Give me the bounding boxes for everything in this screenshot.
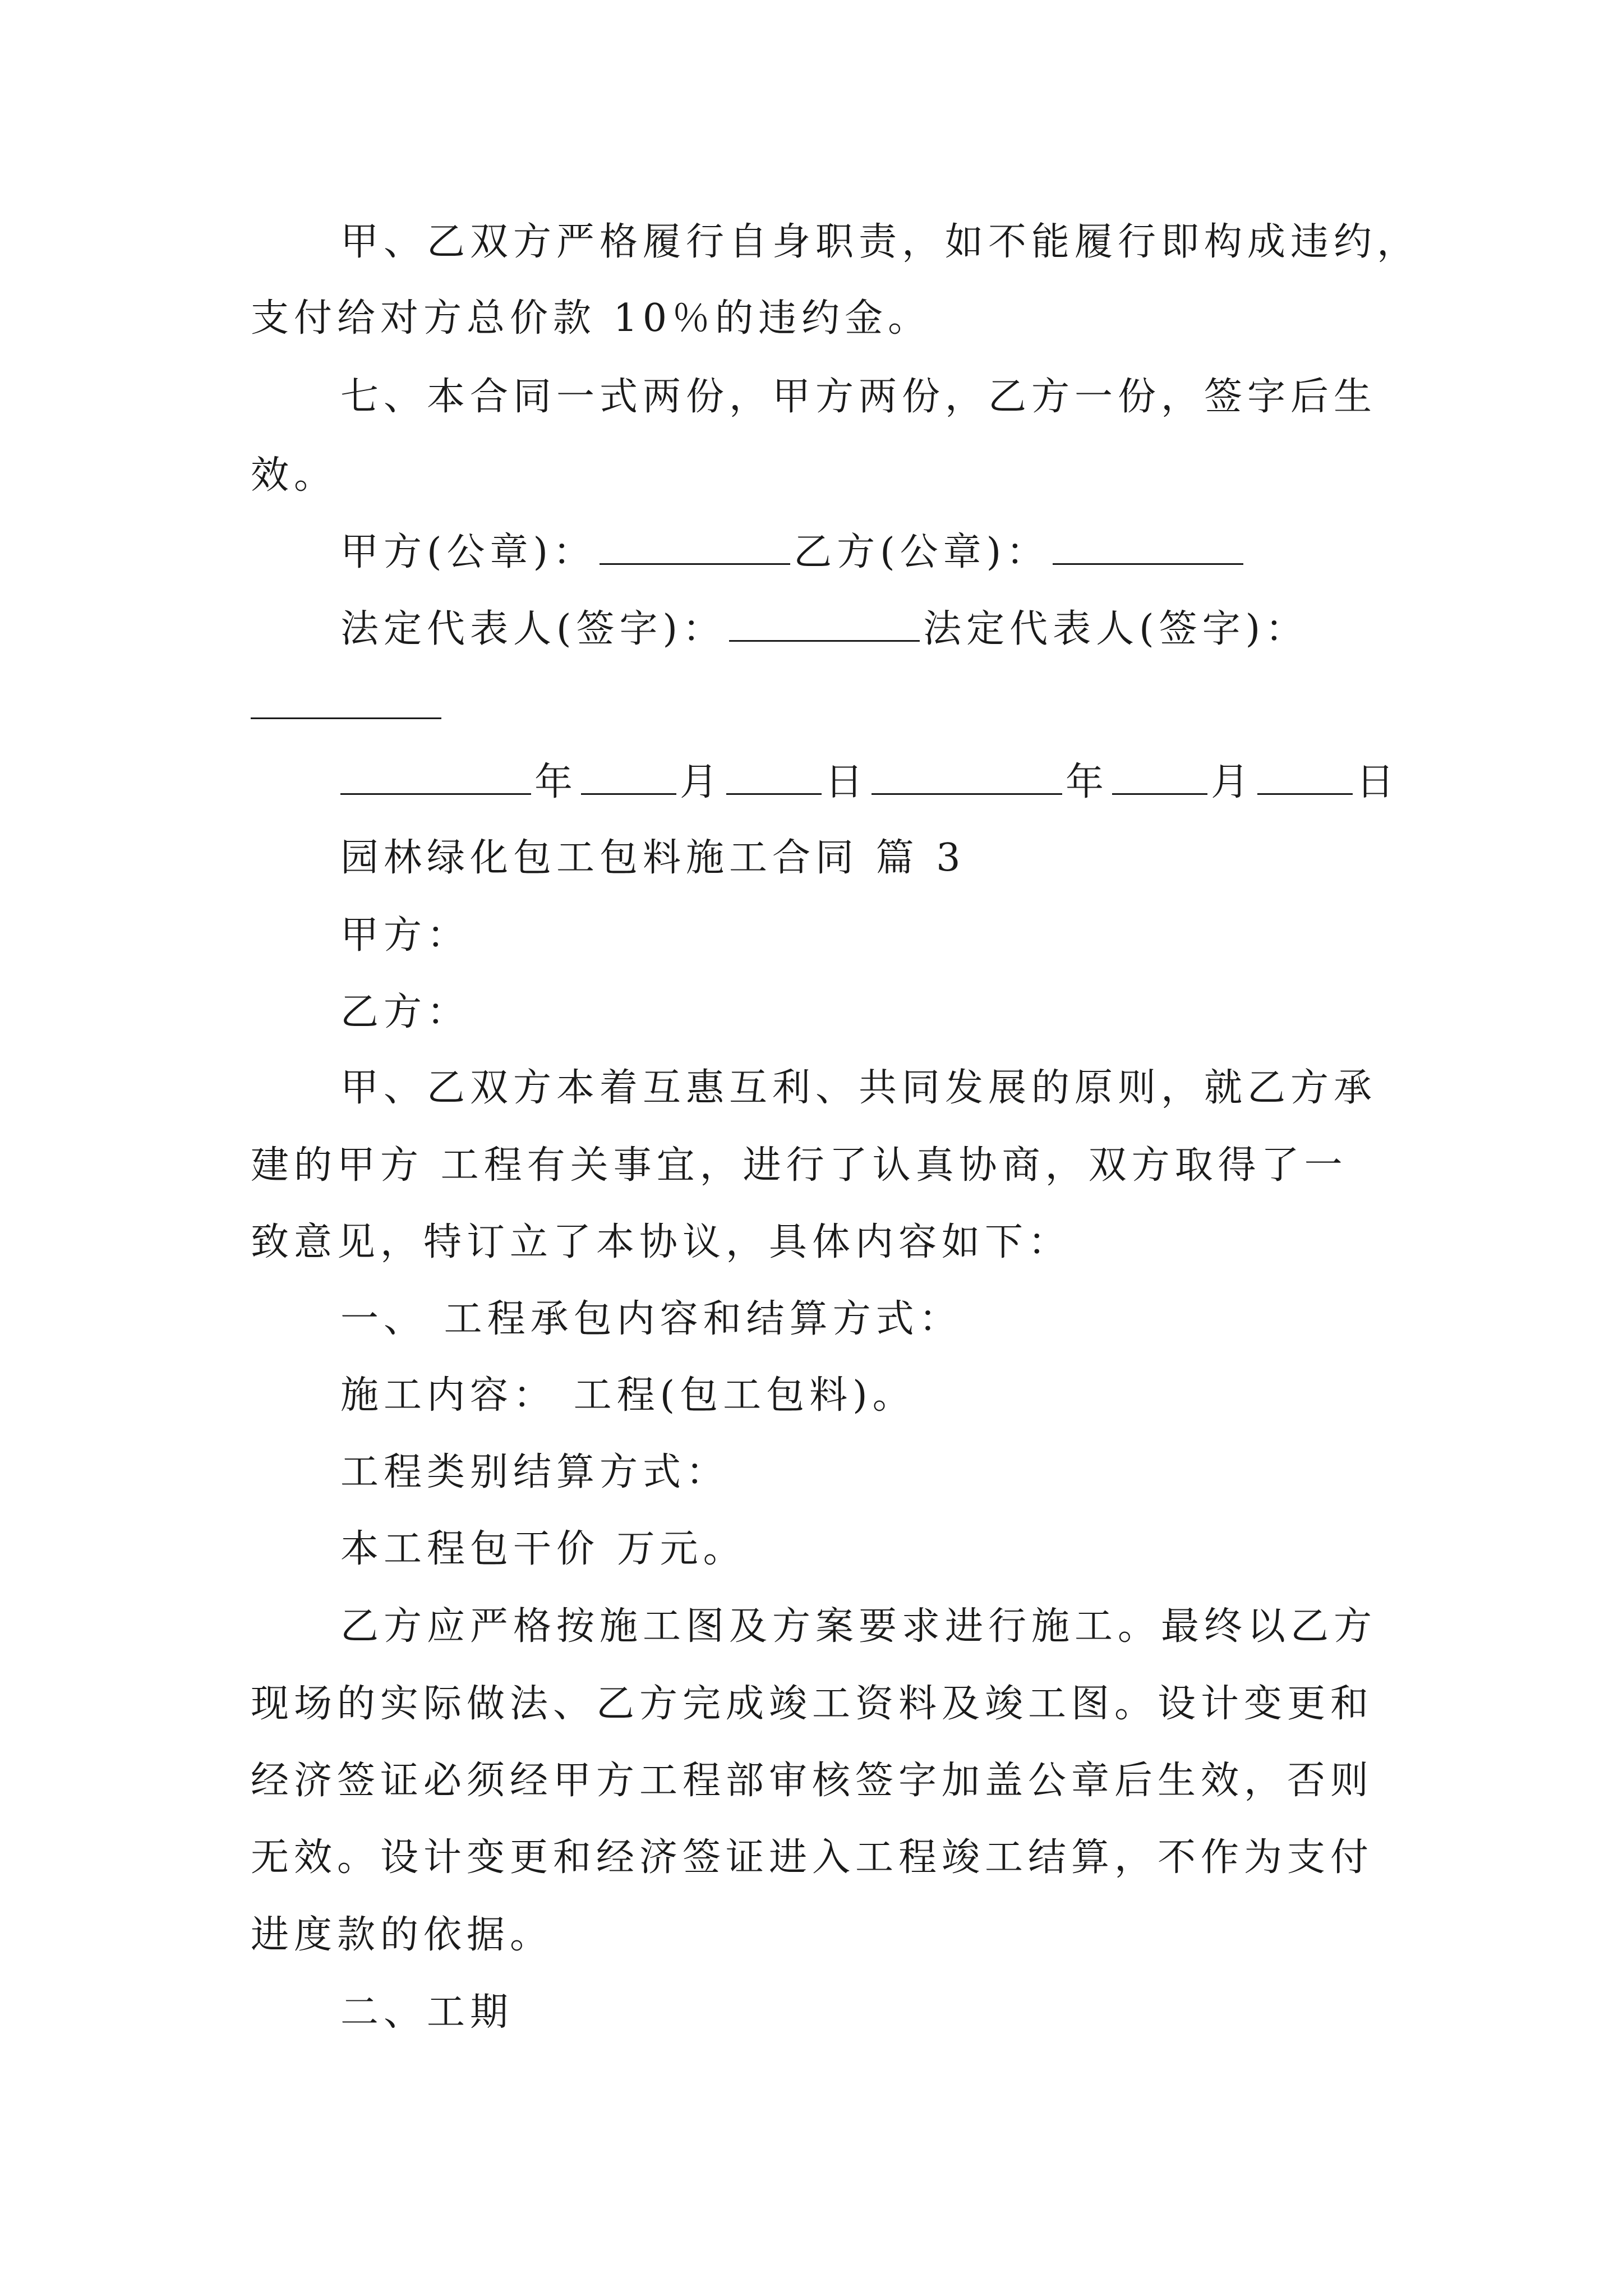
party-b-seal-label: 乙方(公章)： [794,530,1050,574]
date-a-year-blank [340,761,531,795]
date-b-month-blank [1112,761,1207,795]
date-a-day-blank [726,761,822,795]
signature-line-legal-rep [340,607,1308,652]
party-a-legal-rep-label: 法定代表人(签字)： [340,607,726,651]
date-b-day-blank [1257,761,1353,795]
clause-2-title: 二、工期 [340,1990,514,2035]
paragraph-line: 进度款的依据。 [251,1913,554,1957]
party-b-legal-rep-label: 法定代表人(签字)： [923,607,1309,651]
date-b-day-label: 日 [1356,760,1400,804]
paragraph-line: 经济签证必须经甲方工程部审核签字加盖公章后生效，否则 [251,1759,1374,1803]
paragraph-line: 七、本合同一式两份，甲方两份，乙方一份，签字后生 [340,375,1377,419]
date-b-year-blank [872,761,1062,795]
date-a-year-label: 年 [534,760,578,804]
party-a-label: 甲方： [340,913,471,958]
paragraph-line: 无效。设计变更和经济签证进入工程竣工结算，不作为支付 [251,1835,1374,1880]
paragraph-line: 建的甲方 工程有关事宜，进行了认真协商，双方取得了一 [251,1143,1348,1188]
date-line [340,760,1399,805]
paragraph-line: 乙方应严格按施工图及方案要求进行施工。最终以乙方 [340,1604,1377,1649]
party-b-legal-rep-blank-line [251,684,445,729]
date-a-month-label: 月 [680,760,723,804]
date-b-year-label: 年 [1066,760,1109,804]
settlement-type: 工程类别结算方式： [340,1450,730,1494]
paragraph-line: 甲、乙双方本着互惠互利、共同发展的原则，就乙方承 [340,1066,1377,1110]
party-b-label: 乙方： [340,990,471,1034]
date-a-month-blank [581,761,676,795]
party-b-legal-rep-blank [251,685,441,719]
section-title: 园林绿化包工包料施工合同 篇 3 [340,836,966,880]
clause-1-title: 一、 工程承包内容和结算方式： [340,1297,962,1341]
party-a-legal-rep-blank [729,608,920,642]
paragraph-line: 现场的实际做法、乙方完成竣工资料及竣工图。设计变更和 [251,1682,1374,1726]
party-b-seal-blank [1053,531,1243,565]
paragraph-line: 致意见，特订立了本协议，具体内容如下： [251,1220,1072,1264]
lump-sum-price: 本工程包干价 万元。 [340,1527,746,1571]
party-a-seal-blank [600,531,790,565]
date-b-month-label: 月 [1211,760,1255,804]
paragraph-line: 甲、乙双方严格履行自身职责，如不能履行即构成违约， [340,220,1421,264]
party-a-seal-label: 甲方(公章)： [340,530,597,574]
signature-line-seals [340,530,1247,575]
date-a-day-label: 日 [825,760,869,804]
paragraph-line: 效。 [251,453,338,498]
construction-content: 施工内容： 工程(包工包料)。 [340,1373,916,1418]
paragraph-line: 支付给对方总价款 10％的违约金。 [251,296,932,341]
